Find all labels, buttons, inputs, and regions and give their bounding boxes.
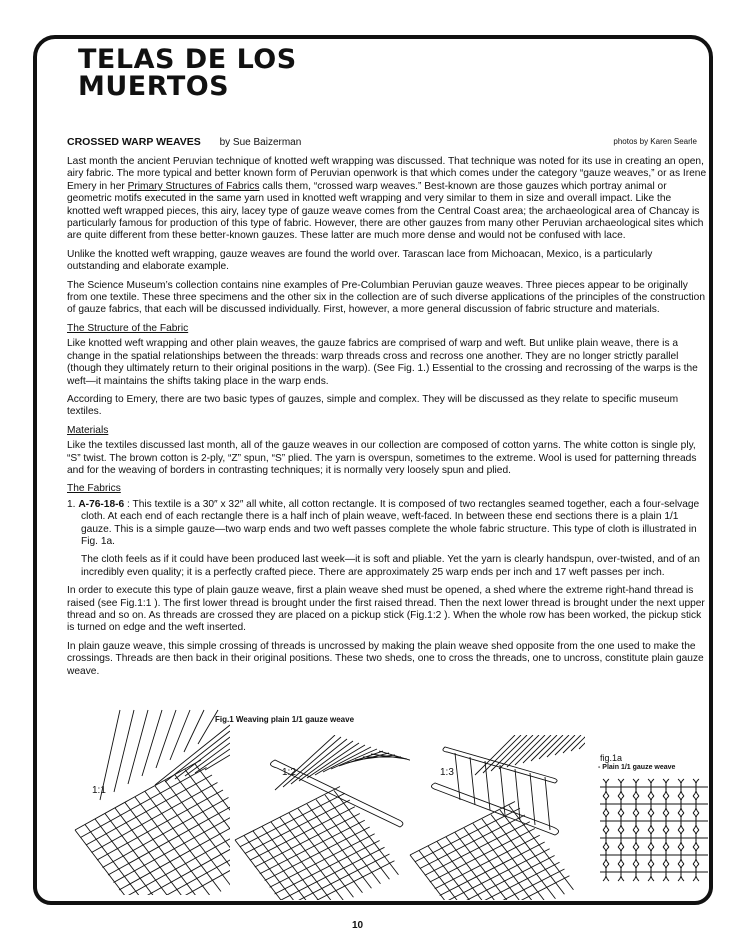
crossed-warp-pair bbox=[633, 779, 639, 796]
fig1-3-illustration bbox=[405, 735, 585, 900]
crossed-warp-pair bbox=[663, 847, 669, 864]
crossed-warp-pair bbox=[603, 830, 609, 847]
weft-thread bbox=[136, 843, 231, 896]
label-1-2: 1:2 bbox=[282, 767, 296, 778]
warp-thread bbox=[507, 735, 539, 767]
warp-thread bbox=[523, 735, 551, 763]
text: : This textile is a 30″ x 32″ all white, all cotton rectangle. It is composed of two rectangles seamed together, each a four-selvage cloth. At each end of each rectangle there is a half inch of plain weave, weft-faced. In between these end sections there is a plain 1/1 gauze. This is a simple gauze—two warp ends and two weft passes complete the whole fabric structure. This type of cloth is illustrated in Fig. 1a. bbox=[81, 498, 700, 547]
book-title: Primary Structures of Fabrics bbox=[127, 180, 260, 192]
crossed-warp-pair bbox=[603, 847, 609, 864]
weft-thread bbox=[103, 798, 229, 868]
crossed-warp-pair bbox=[663, 779, 669, 796]
photo-credit: photos by Karen Searle bbox=[613, 137, 697, 146]
warp-thread bbox=[339, 751, 383, 766]
warp-thread bbox=[316, 800, 380, 884]
section-title: CROSSED WARP WEAVES bbox=[67, 136, 201, 148]
warp-thread bbox=[145, 792, 221, 892]
warp-thread bbox=[334, 791, 398, 875]
lower-warp bbox=[165, 731, 230, 782]
warp-thread bbox=[371, 754, 407, 759]
crossed-warp-pair bbox=[618, 847, 624, 864]
crossed-warp-pair bbox=[618, 779, 624, 796]
crossed-warp-pair bbox=[678, 779, 684, 796]
catalog-id: A-76-18-6 bbox=[78, 498, 125, 510]
heading-fabrics: The Fabrics bbox=[67, 483, 121, 495]
crossed-warp-pair bbox=[648, 830, 654, 847]
lifted-warp bbox=[470, 757, 475, 805]
paragraph: The Science Museum’s collection contains nine examples of Pre-Columbian Peruvian gauze weaves. Three pieces appear to be originally from one textile. These three specimens and the other six in the collection are of such diverse applications of the principles of the construction of gauze fabrics, that each will be discussed individually. First, however, a more general discussion of fabric structure and materials. bbox=[67, 279, 706, 316]
paragraph bbox=[67, 156, 707, 243]
item-number: 1. bbox=[67, 498, 79, 510]
crossed-warp-pair bbox=[678, 864, 684, 881]
crossed-warp-pair bbox=[603, 779, 609, 796]
warp-thread bbox=[500, 810, 564, 894]
lower-warp bbox=[175, 737, 230, 779]
crossed-warp-pair bbox=[633, 796, 639, 813]
crossed-warp-pair bbox=[603, 796, 609, 813]
paragraph: In plain gauze weave, this simple crossing of threads is uncrossed by making the plain weave shed opposite from the one used to make the crossings. Threads are then back in their original positions. These two sheds, one to cross the threads, one to uncross, constitute plain gauze weave. bbox=[67, 640, 704, 677]
article-body bbox=[67, 156, 707, 684]
fig1a-caption: - Plain 1/1 gauze weave bbox=[598, 764, 676, 771]
crossed-warp-pair bbox=[693, 813, 699, 830]
warp-thread bbox=[289, 813, 353, 897]
crossed-warp-pair bbox=[663, 830, 669, 847]
crossed-warp-pair bbox=[648, 796, 654, 813]
crossed-warp-pair bbox=[693, 796, 699, 813]
label-1-1: 1:1 bbox=[92, 785, 106, 796]
paragraph: The cloth feels as if it could have been produced last week—it is soft and pliable. Yet the yarn is clearly handspun, over-twisted, and of an incredibly even quality; it is a perfectly crafted piece. There are approximately 25 warp ends per inch and 17 weft passes per inch. bbox=[81, 554, 700, 578]
paragraph: Like the textiles discussed last month, all of the gauze weaves in our collection are composed of cotton yarns. The white cotton is single ply, “S” twist. The brown cotton is 2-ply, “Z” spun, “S” plied. The yarn is overspun, sometimes to the extreme. Wool is used for patterning threads and for the weaving of borders in contrasting techniques; it is normally very loosely spun and plied. bbox=[67, 440, 697, 476]
fig1-1-illustration bbox=[60, 705, 230, 895]
weft-thread bbox=[108, 805, 230, 875]
crossed-warp-pair bbox=[633, 864, 639, 881]
fig1a-gauze-diagram bbox=[600, 775, 710, 885]
crossed-warp-pair bbox=[693, 779, 699, 796]
crossed-warp-pair bbox=[678, 813, 684, 830]
crossed-warp-pair bbox=[663, 813, 669, 830]
raised-warp bbox=[198, 710, 218, 744]
title-line-1: TELAS DE LOS bbox=[78, 44, 297, 75]
paragraph: In order to execute this type of plain gauze weave, first a plain weave shed must be opened, a shed where the extreme right-hand thread is raised (see Fig.1:1 ). The first lower thread is brought under the first raised thread. Then the next lower thread is brought under the next upper thread and so on. As threads are crossed they are placed on a pickup stick (Fig.1:2 ). When the whole row has been worked, the pickup stick is turned on edge and the weft inserted. bbox=[67, 585, 705, 634]
warp-thread bbox=[307, 804, 371, 888]
lifted-warp bbox=[530, 773, 535, 825]
heading-structure: The Structure of the Fabric bbox=[67, 322, 189, 334]
warp-thread bbox=[283, 737, 341, 787]
paragraph: Like knotted weft wrapping and other plain weaves, the gauze fabrics are comprised of warp and weft. But unlike plain weave, there is a change in the spatial relationships between the threads: warp threads cross and recross one another. They are no longer strictly parallel (though they ultimately return to their original positions in the warp). (See Fig. 1.) Essential to the crossing and recrossing of the warps is the weft—it maintains the shifts taking place in the warp ends. bbox=[67, 338, 698, 387]
crossed-warp-pair bbox=[648, 864, 654, 881]
crossed-warp-pair bbox=[633, 830, 639, 847]
crossed-warp-pair bbox=[603, 813, 609, 830]
warp-thread bbox=[539, 735, 563, 759]
crossed-warp-pair bbox=[618, 864, 624, 881]
fig1a-title: fig.1a bbox=[600, 753, 623, 763]
crossed-warp-pair bbox=[693, 830, 699, 847]
crossed-warp-pair bbox=[693, 864, 699, 881]
heading-materials: Materials bbox=[67, 424, 109, 436]
paragraph: Unlike the knotted weft wrapping, gauze weaves are found the world over. Tarascan lace from Michoacan, Mexico, is a particularly outstanding and elaborate example. bbox=[67, 248, 653, 273]
paragraph: According to Emery, there are two basic types of gauzes, simple and complex. They will be discussed as they relate to specific museum textiles. bbox=[67, 393, 679, 418]
crossed-warp-pair bbox=[663, 796, 669, 813]
crossed-warp-pair bbox=[678, 796, 684, 813]
crossed-warp-pair bbox=[693, 847, 699, 864]
weft-thread bbox=[97, 790, 223, 860]
crossed-warp-pair bbox=[618, 813, 624, 830]
figures-area bbox=[50, 705, 710, 900]
warp-thread bbox=[491, 815, 555, 899]
crossed-warp-pair bbox=[663, 864, 669, 881]
crossed-warp-pair bbox=[648, 779, 654, 796]
lifted-warp bbox=[545, 777, 550, 830]
shed-stick bbox=[431, 783, 558, 835]
crossed-warp-pair bbox=[648, 813, 654, 830]
crossed-warp-pair bbox=[648, 847, 654, 864]
warp-thread bbox=[515, 735, 545, 765]
byline bbox=[67, 136, 697, 148]
crossed-warp-pair bbox=[618, 830, 624, 847]
warp-thread bbox=[475, 735, 515, 775]
list-item bbox=[67, 499, 707, 549]
text: calls them, “crossed warp weaves.” Best-known are those gauzes which portray animal or geometric motifs executed in the same yarn used in knotted weft wrapping and very similar to them in size and overall impact. Like the knotted weft wrapped pieces, this airy, lacey type of gauze weave comes from the Central Coast area; the archaeological area of Chancay is particularly famous for production of this type of fabric. However, there are other gauzes from many other Peruvian archaeological sites which are quite different from these better-known gauzes. These latter are much more dense and would not be confused with lace. bbox=[67, 180, 704, 242]
warp-thread bbox=[291, 739, 347, 784]
crossed-warp-pair bbox=[678, 830, 684, 847]
page-title bbox=[78, 46, 297, 100]
title-line-2: MUERTOS bbox=[78, 71, 230, 102]
author: by Sue Baizerman bbox=[219, 137, 302, 148]
warp-thread bbox=[419, 851, 483, 901]
page-number: 10 bbox=[352, 920, 364, 931]
lifted-warp bbox=[455, 753, 460, 800]
crossed-warp-pair bbox=[633, 847, 639, 864]
warp-thread bbox=[135, 797, 211, 895]
fig1-caption: Fig.1 Weaving plain 1/1 gauze weave bbox=[215, 715, 355, 724]
warp-thread bbox=[509, 806, 573, 890]
crossed-warp-pair bbox=[633, 813, 639, 830]
crossed-warp-pair bbox=[678, 847, 684, 864]
text: Last month the ancient Peruvian technique of knotted weft wrapping was discussed. That technique was noted for its use in creating an open, airy fabric. The more typical and better known form of Peruvian openwork is that which comes under the category “gauze weaves,” or as Irene Emery in her bbox=[67, 156, 707, 192]
crossed-warp-pair bbox=[603, 864, 609, 881]
fig1-2-illustration bbox=[225, 735, 410, 900]
warp-thread bbox=[555, 735, 575, 755]
warp-thread bbox=[298, 809, 362, 893]
warp-thread bbox=[547, 735, 569, 757]
warp-thread bbox=[325, 795, 389, 879]
warp-thread bbox=[155, 786, 230, 886]
lifted-warp bbox=[515, 769, 520, 820]
crossed-warp-pair bbox=[618, 796, 624, 813]
label-1-3: 1:3 bbox=[440, 767, 454, 778]
